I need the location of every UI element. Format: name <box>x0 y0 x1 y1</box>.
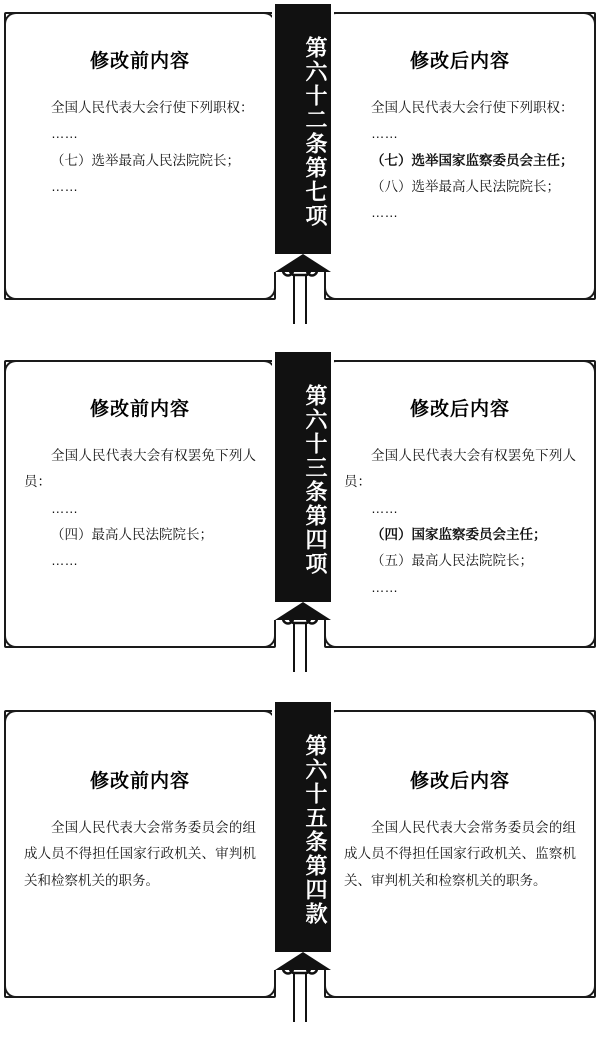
paragraph: （七）选举最高人民法院院长； <box>51 152 240 168</box>
paragraph: 全国人民代表大会有权罢免下列人员： <box>24 448 256 490</box>
panel-title-after: 修改后内容 <box>409 399 510 420</box>
article-ribbon <box>272 4 334 272</box>
after-panel <box>324 12 596 300</box>
paragraph: …… <box>371 579 398 595</box>
paragraph: …… <box>371 126 398 142</box>
before-panel <box>4 360 276 648</box>
after-panel <box>324 360 596 648</box>
paragraph: （四）最高人民法院院长； <box>51 526 213 542</box>
after-text-body <box>344 443 576 601</box>
panel-title-before: 修改前内容 <box>89 51 190 72</box>
paragraph: 全国人民代表大会常务委员会的组成人员不得担任国家行政机关、审判机关和检察机关的职务。 <box>24 820 256 888</box>
paragraph: 全国人民代表大会行使下列职权： <box>51 100 254 115</box>
panel-title-before: 修改前内容 <box>89 399 190 420</box>
article-ribbon <box>272 702 334 970</box>
panel-title-after: 修改后内容 <box>409 51 510 72</box>
panel-title-before: 修改前内容 <box>89 771 190 792</box>
paragraph: …… <box>51 500 78 516</box>
paragraph-highlight: （四）国家监察委员会主任； <box>371 526 547 542</box>
before-text-body <box>24 443 256 575</box>
comparison-block <box>0 702 600 1032</box>
comparison-block <box>0 4 600 334</box>
after-panel <box>324 710 596 998</box>
panel-title-after: 修改后内容 <box>409 771 510 792</box>
paragraph: （五）最高人民法院院长； <box>371 553 533 569</box>
paragraph: 全国人民代表大会常务委员会的组成人员不得担任国家行政机关、监察机关、审判机关和检察机关的职务。 <box>344 820 576 888</box>
after-text-body <box>344 815 576 894</box>
before-panel <box>4 12 276 300</box>
paragraph: …… <box>51 178 78 194</box>
article-ribbon-label: 第六十三条第四项 <box>303 384 328 576</box>
article-ribbon-label: 第六十二条第七项 <box>303 36 328 228</box>
paragraph: （八）选举最高人民法院院长； <box>371 178 560 194</box>
article-ribbon <box>272 352 334 620</box>
before-panel <box>4 710 276 998</box>
paragraph: …… <box>371 500 398 516</box>
paragraph-highlight: （七）选举国家监察委员会主任； <box>371 152 574 168</box>
paragraph: …… <box>51 126 78 142</box>
paragraph: …… <box>371 205 398 221</box>
paragraph: 全国人民代表大会行使下列职权： <box>371 100 574 115</box>
before-text-body <box>24 95 256 200</box>
after-text-body <box>344 95 576 227</box>
paragraph: 全国人民代表大会有权罢免下列人员： <box>344 448 576 490</box>
article-ribbon-label: 第六十五条第四款 <box>303 734 328 926</box>
paragraph: …… <box>51 553 78 569</box>
before-text-body <box>24 815 256 894</box>
comparison-block <box>0 352 600 682</box>
